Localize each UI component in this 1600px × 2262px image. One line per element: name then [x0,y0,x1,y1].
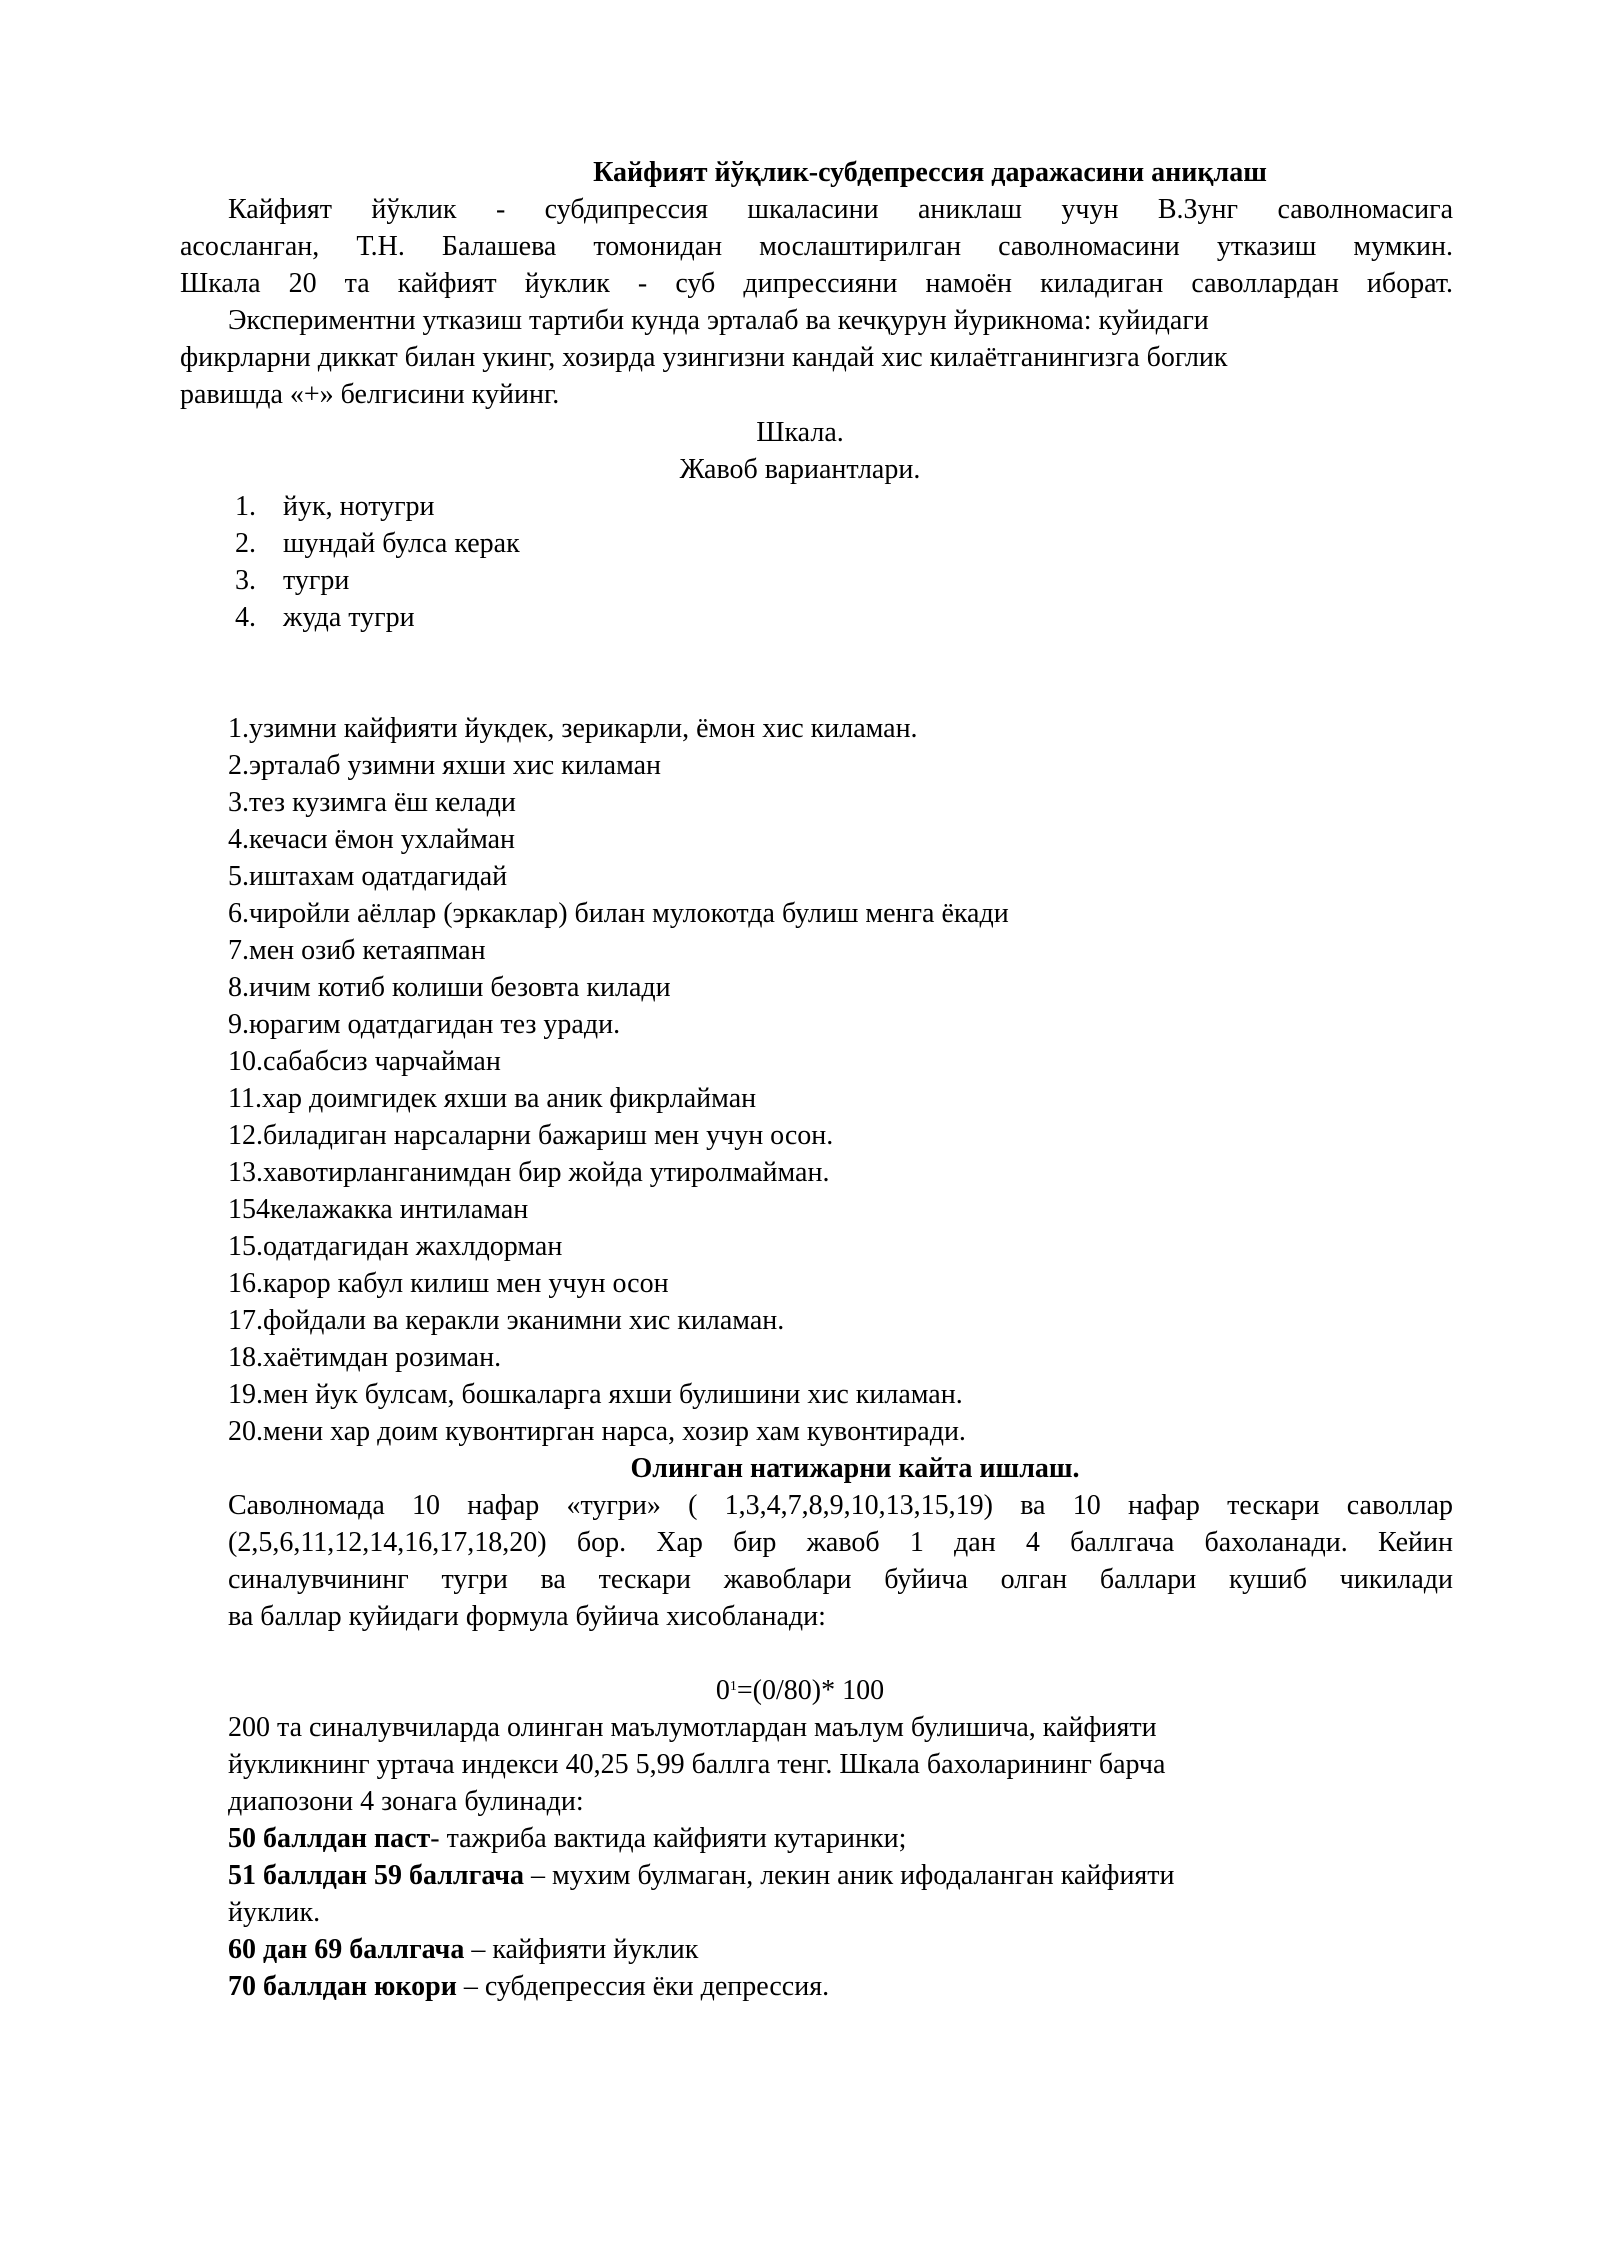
answer-option-number: 3. [235,565,256,596]
answer-option-number: 1. [235,491,256,522]
question-item: 8.ичим котиб колиши безовта килади [228,972,671,1003]
zone-item: 70 баллдан юкори – субдепрессия ёки депрессия. [228,1971,830,2002]
question-item: 19.мен йук булсам, бошкаларга яхши булишини хис киламан. [228,1379,963,1410]
processing-line: Саволномада 10 нафар «тугри» ( 1,3,4,7,8,9,10,13,15,19) ва 10 нафар тескари саволлар [228,1490,1453,1521]
question-item: 7.мен озиб кетаяпман [228,935,486,966]
question-item: 2.эрталаб узимни яхши хис киламан [228,750,662,781]
answers-title: Жавоб вариантлари. [679,454,921,485]
processing-line: (2,5,6,11,12,14,16,17,18,20) бор. Хар бир жавоб 1 дан 4 баллгача бахоланади. Кейин [228,1527,1453,1558]
zone-item: 51 баллдан 59 баллгача – мухим булмаган, лекин аник ифодаланган кайфияти [228,1860,1175,1891]
question-item: 9.юрагим одатдагидан тез уради. [228,1009,621,1040]
processing-line: синалувчининг тугри ва тескари жавоблари буйича олган баллари кушиб чикилади [228,1564,1453,1595]
question-item: 10.сабабсиз чарчайман [228,1046,501,1077]
zone-item: йуклик. [228,1897,321,1928]
question-item: 15.одатдагидан жахлдорман [228,1231,563,1262]
intro-line: асосланган, Т.Н. Балашева томонидан мослаштирилган саволномасини утказиш мумкин. [180,231,1453,262]
answer-option-text: шундай булса керак [283,528,520,559]
question-item: 6.чиройли аёллар (эркаклар) билан мулокотда булиш менга ёкади [228,898,1009,929]
intro-line: Шкала 20 та кайфият йуклик - суб дипрессияни намоён киладиган саволлардан иборат. [180,268,1453,299]
question-item: 3.тез кузимга ёш келади [228,787,516,818]
formula: $0^1=(0/80)*$ 100 [715,1675,885,1706]
results-line: 200 та синалувчиларда олинган маълумотлардан маълум булишича, кайфияти [228,1712,1157,1743]
question-item: 5.иштахам одатдагидай [228,861,508,892]
question-item: 1.узимни кайфияти йукдек, зерикарли, ёмон хис киламан. [228,713,918,744]
question-item: 11.хар доимгидек яхши ва аник фикрлайман [228,1083,757,1114]
question-item: 18.хаётимдан розиман. [228,1342,502,1373]
scale-title: Шкала. [756,417,844,448]
question-item: 12.биладиган нарсаларни бажариш мен учун осон. [228,1120,834,1151]
answer-option-text: жуда тугри [283,602,415,633]
results-line: диапозони 4 зонага булинади: [228,1786,584,1817]
zone-item: 50 баллдан паст- тажриба вактида кайфияти кутаринки; [228,1823,907,1854]
answer-option-text: тугри [283,565,350,596]
question-item: 20.мени хар доим кувонтирган нарса, хозир хам кувонтиради. [228,1416,966,1447]
processing-title: Олинган натижарни кайта ишлаш. [630,1453,1080,1484]
zone-item: 60 дан 69 баллгача – кайфияти йуклик [228,1934,699,1965]
question-item: 13.хавотирланганимдан бир жойда утиролмайман. [228,1157,830,1188]
answer-option-number: 2. [235,528,256,559]
results-line: йукликнинг уртача индекси 40,25 5,99 баллга тенг. Шкала бахоларининг барча [228,1749,1166,1780]
answer-option-text: йук, нотугри [283,491,435,522]
question-item: 16.карор кабул килиш мен учун осон [228,1268,669,1299]
question-item: 4.кечаси ёмон ухлайман [228,824,516,855]
answer-option-number: 4. [235,602,256,633]
intro-line: Экспериментни утказиш тартиби кунда эрталаб ва кечқурун йурикнома: куйидаги [228,305,1209,336]
intro-line: Кайфият йўклик - субдипрессия шкаласини аниклаш учун В.Зунг саволномасига [228,194,1453,225]
question-item: 17.фойдали ва керакли эканимни хис киламан. [228,1305,785,1336]
document-title: Кайфият йўқлик-субдепрессия даражасини аниқлаш [593,157,1267,188]
intro-line: равишда «+» белгисини куйинг. [180,379,560,410]
intro-line: фикрларни диккат билан укинг, хозирда узингизни кандай хис килаётганингизга боглик [180,342,1228,373]
processing-line: ва баллар куйидаги формула буйича хисобланади: [228,1601,826,1632]
question-item: 154келажакка интиламан [228,1194,529,1225]
